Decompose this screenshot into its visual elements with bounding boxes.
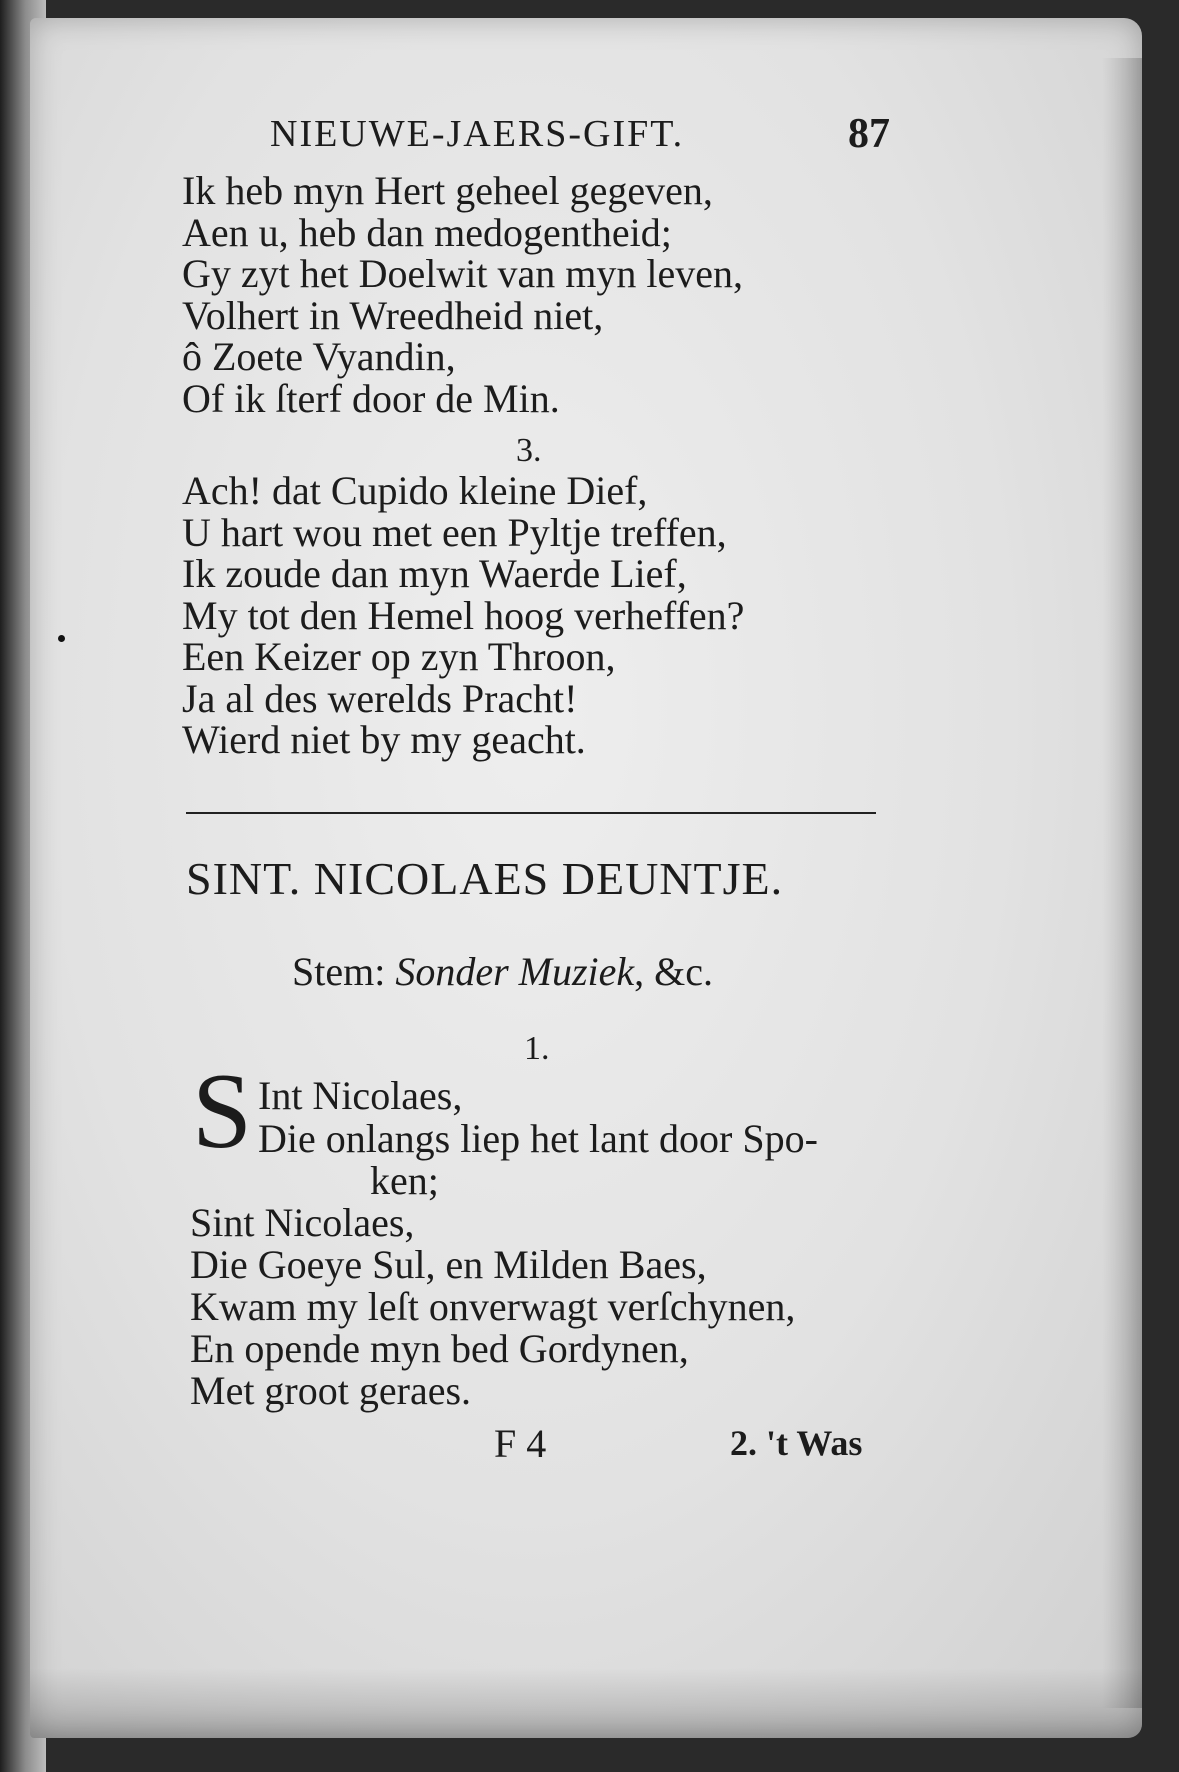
song-stanza-1 <box>190 1118 818 1412</box>
song-stanza-number: 1. <box>524 1030 550 1067</box>
verse-line: U hart wou met een Pyltje treffen, <box>182 509 727 555</box>
verse-line: ken; <box>370 1158 439 1203</box>
verse-line: Kwam my leſt onverwagt verſchynen, <box>190 1284 796 1329</box>
verse-line: Of ik ſterf door de Min. <box>182 375 560 421</box>
verse-line: Aen u, heb dan medogentheid; <box>182 209 672 255</box>
verse-line: Met groot geraes. <box>190 1368 472 1413</box>
verse-line: Gy zyt het Doelwit van myn leven, <box>182 251 743 296</box>
verse-line: Sint Nicolaes, <box>190 1200 415 1245</box>
tune-name: Sonder Muziek <box>395 949 635 994</box>
stanza-previous <box>182 170 743 419</box>
verse-line: Volhert in Wreedheid niet, <box>182 292 604 338</box>
stanza-number: 3. <box>516 432 542 469</box>
verse-line: Die onlangs liep het lant door Spo- <box>258 1116 818 1161</box>
verse-line: Die Goeye Sul, en Milden Baes, <box>190 1242 707 1287</box>
song-title: SINT. NICOLAES DEUNTJE. <box>186 853 784 904</box>
page-number: 87 <box>848 111 890 157</box>
tune-label: Stem: <box>292 949 386 994</box>
stanza-3 <box>182 470 744 761</box>
verse-line: Ach! dat Cupido kleine Dief, <box>182 468 648 513</box>
verse-line: Een Keizer op zyn Throon, <box>182 634 616 679</box>
verse-line: En opende myn bed Gordynen, <box>190 1326 689 1371</box>
verse-line: Ik zoude dan myn Waerde Lief, <box>182 551 687 596</box>
running-title: NIEUWE-JAERS-GIFT. <box>270 113 685 155</box>
ink-speck <box>58 635 65 642</box>
running-header <box>270 100 890 160</box>
verse-line: Ik heb myn Hert geheel gegeven, <box>182 168 713 213</box>
page-bottom-shadow <box>30 1668 1142 1738</box>
page-edge-shadow <box>1102 58 1142 1708</box>
verse-line-first: Int Nicolaes, <box>258 1073 463 1118</box>
tune-suffix: , &c. <box>634 949 714 994</box>
tune-indication <box>292 948 713 995</box>
signature-mark: F 4 <box>494 1421 547 1466</box>
verse-line: Wierd niet by my geacht. <box>182 717 586 762</box>
verse-line: ô Zoete Vyandin, <box>182 334 456 379</box>
section-divider <box>186 812 876 814</box>
catchword: 2. 't Was <box>730 1423 863 1463</box>
drop-cap: S <box>192 1052 253 1171</box>
verse-line: Ja al des werelds Pracht! <box>182 675 578 721</box>
verse-line: My tot den Hemel hoog verheffen? <box>182 592 745 638</box>
